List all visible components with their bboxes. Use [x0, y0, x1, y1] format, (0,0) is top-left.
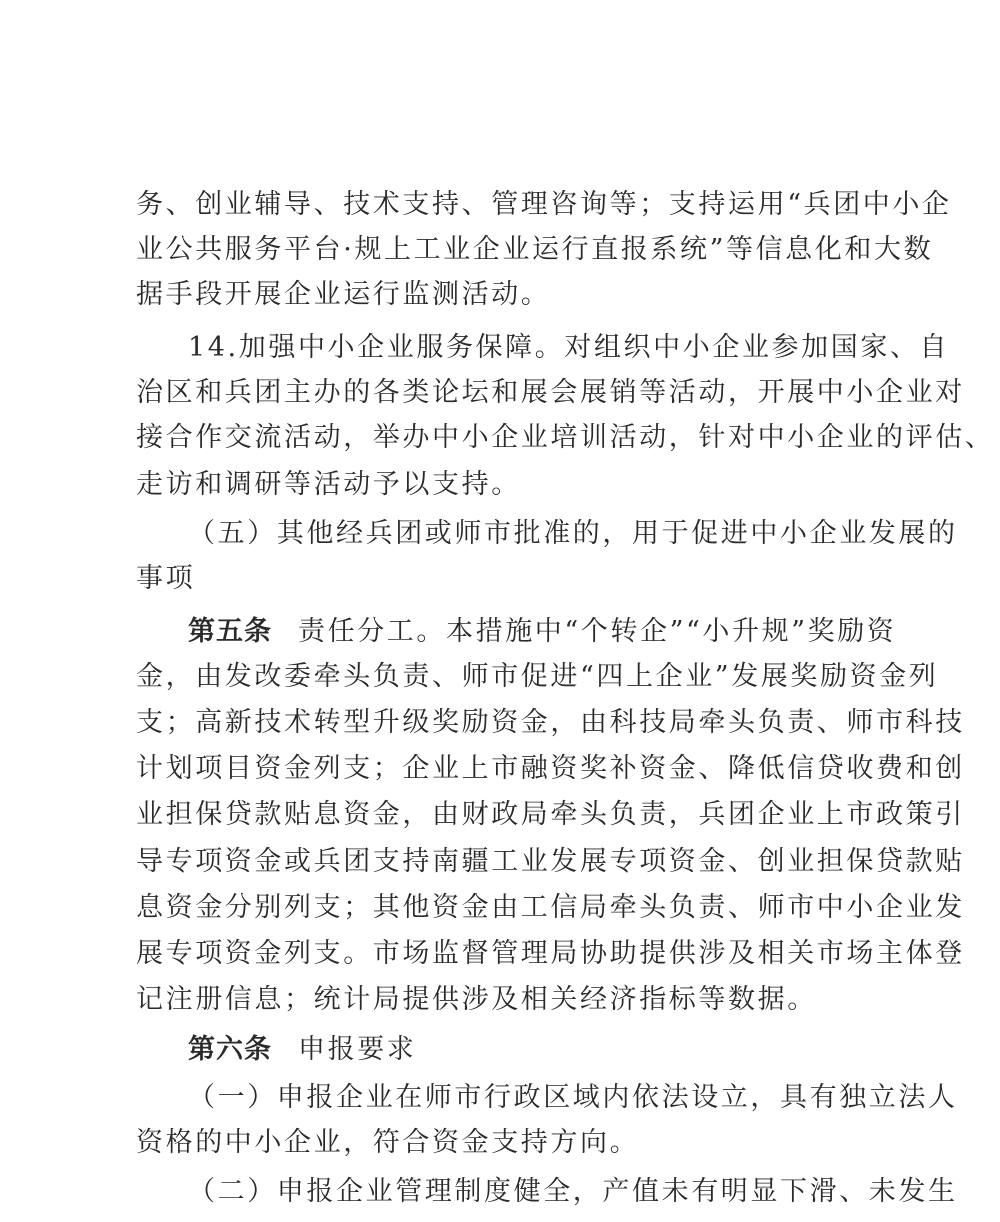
- article-5-heading: 第五条: [188, 616, 272, 647]
- paragraph-line: 资格的中小企业，符合资金支持方向。: [136, 1127, 640, 1158]
- paragraph-line: 记注册信息；统计局提供涉及相关经济指标等数据。: [136, 984, 817, 1015]
- paragraph-line: 业公共服务平台·规上工业企业运行直报系统”等信息化和大数: [136, 234, 934, 265]
- paragraph-line: 走访和调研等活动予以支持。: [136, 469, 521, 500]
- article-5-first-line: [188, 612, 897, 652]
- article-6-heading: 第六条: [188, 1034, 272, 1065]
- paragraph-line: 业担保贷款贴息资金，由财政局牵头负责，兵团企业上市政策引: [136, 799, 965, 830]
- article-5-text: 责任分工。本措施中“个转企”“小升规”奖励资: [298, 616, 897, 647]
- paragraph-line: 14.加强中小企业服务保障。对组织中小企业参加国家、自: [188, 332, 950, 363]
- paragraph-line: 导专项资金或兵团支持南疆工业发展专项资金、创业担保贷款贴: [136, 846, 965, 877]
- paragraph-line: （二）申报企业管理制度健全，产值未有明显下滑、未发生: [188, 1176, 958, 1207]
- paragraph-line: 展专项资金列支。市场监督管理局协助提供涉及相关市场主体登: [136, 938, 965, 969]
- paragraph-line: 据手段开展企业运行监测活动。: [136, 279, 551, 310]
- paragraph-line: 息资金分别列支；其他资金由工信局牵头负责、师市中小企业发: [136, 892, 965, 923]
- paragraph-line: 支；高新技术转型升级奖励资金，由科技局牵头负责、师市科技: [136, 707, 965, 738]
- article-6-line: [188, 1030, 878, 1070]
- article-6-text: 申报要求: [298, 1034, 417, 1065]
- paragraph-line: 务、创业辅导、技术支持、管理咨询等；支持运用“兵团中小企: [136, 189, 952, 220]
- section-heading-line: （五）其他经兵团或师市批准的，用于促进中小企业发展的: [188, 518, 958, 549]
- paragraph-line: 金，由发改委牵头负责、师市促进“四上企业”发展奖励资金列: [136, 661, 939, 692]
- paragraph-line: 接合作交流活动，举办中小企业培训活动，针对中小企业的评估、: [136, 422, 995, 453]
- paragraph-line: （一）申报企业在师市行政区域内依法设立，具有独立法人: [188, 1082, 958, 1113]
- section-heading-line: 事项: [136, 563, 196, 594]
- paragraph-line: 计划项目资金列支；企业上市融资奖补资金、降低信贷收费和创: [136, 753, 965, 784]
- paragraph-line: 治区和兵团主办的各类论坛和展会展销等活动，开展中小企业对: [136, 377, 965, 408]
